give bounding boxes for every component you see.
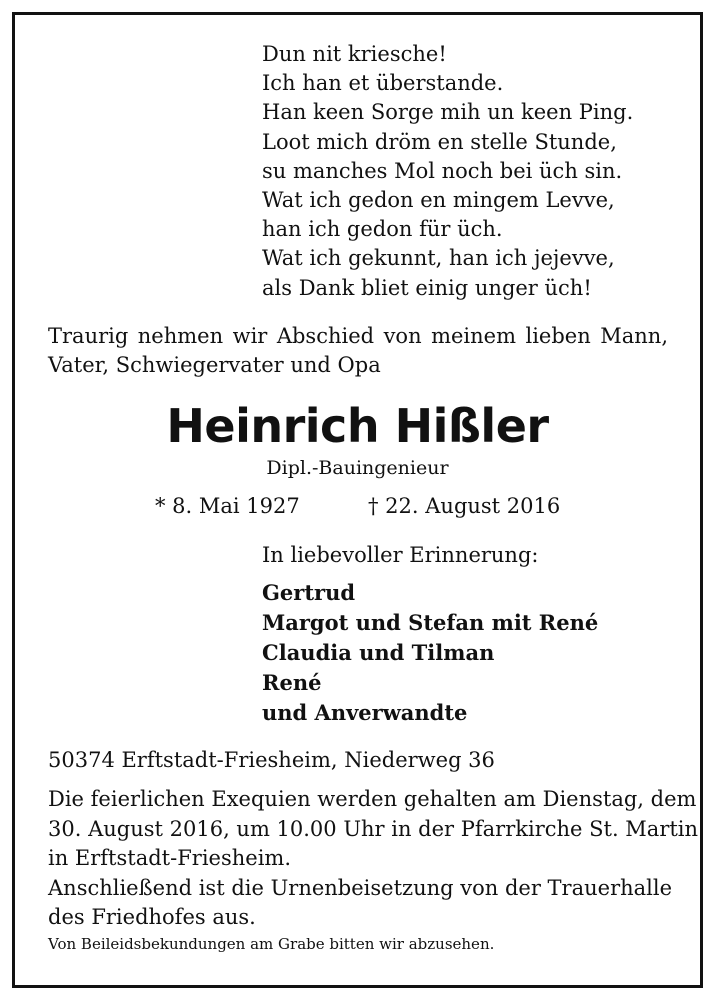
death-date: † 22. August 2016 xyxy=(368,494,561,518)
family-member: Margot und Stefan mit René xyxy=(262,610,599,635)
address: 50374 Erftstadt-Friesheim, Niederweg 36 xyxy=(48,748,495,772)
poem xyxy=(262,40,633,303)
birth-date: * 8. Mai 1927 xyxy=(155,494,300,518)
poem-line: Wat ich gedon en mingem Levve, xyxy=(262,188,615,213)
family-member: Claudia und Tilman xyxy=(262,640,495,665)
poem-line: als Dank bliet einig unger üch! xyxy=(262,275,592,300)
family-member: René xyxy=(262,670,322,695)
memory-heading: In liebevoller Erinnerung: xyxy=(262,543,539,567)
intro-text: Traurig nehmen wir Abschied von meinem lieben Mann, Vater, Schwiegervater und Opa xyxy=(48,324,668,377)
poem-line: su manches Mol noch bei üch sin. xyxy=(262,158,623,183)
service-line: in Erftstadt-Friesheim. xyxy=(48,846,291,870)
poem-line: Ich han et überstande. xyxy=(262,71,504,96)
deceased-name: Heinrich Hißler xyxy=(166,399,549,453)
poem-line: Dun nit kriesche! xyxy=(262,42,447,66)
poem-line: han ich gedon für üch. xyxy=(262,217,503,242)
poem-line: Wat ich gekunnt, han ich jejevve, xyxy=(262,246,615,271)
condolence-note: Von Beileidsbekundungen am Grabe bitten wir abzusehen. xyxy=(48,935,495,953)
service-line: 30. August 2016, um 10.00 Uhr in der Pfarrkirche St. Martin xyxy=(48,816,699,841)
service-line: des Friedhofes aus. xyxy=(48,905,256,929)
deceased-title: Dipl.-Bauingenieur xyxy=(266,457,449,479)
service-info xyxy=(48,785,699,933)
family-member: Gertrud xyxy=(262,580,356,605)
service-line: Die feierlichen Exequien werden gehalten am Dienstag, dem xyxy=(48,787,697,811)
family-list xyxy=(262,578,598,728)
service-line: Anschließend ist die Urnenbeisetzung von der Trauerhalle xyxy=(48,875,673,900)
poem-line: Loot mich dröm en stelle Stunde, xyxy=(262,129,617,154)
family-member: und Anverwandte xyxy=(262,700,468,725)
poem-line: Han keen Sorge mih un keen Ping. xyxy=(262,100,634,125)
